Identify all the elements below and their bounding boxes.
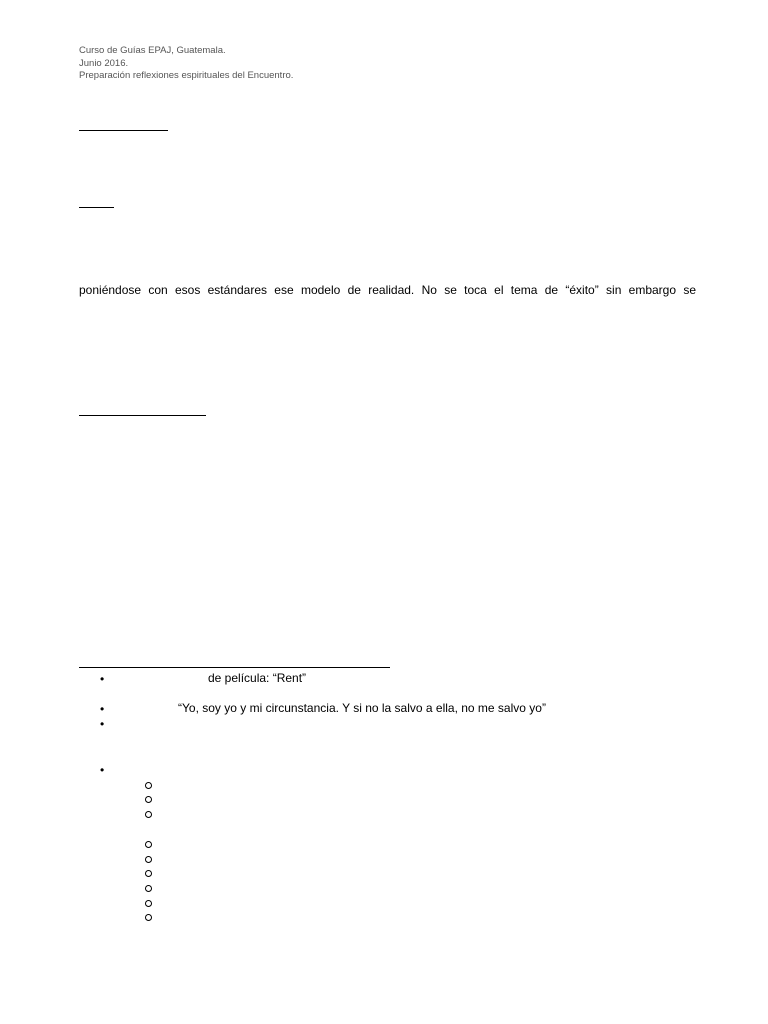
bullet-4: •: [100, 763, 105, 777]
bullet-2: •: [100, 702, 105, 716]
body-paragraph-line: poniéndose con esos estándares ese modelo de realidad. No se toca el tema de “éxito” sin embargo se: [79, 283, 696, 297]
bullet-1: •: [100, 672, 105, 686]
document-header: [79, 45, 293, 83]
header-date-line: Junio 2016.: [79, 57, 129, 69]
header-course-line: Curso de Guías EPAJ, Guatemala.: [79, 45, 226, 56]
bullet-3: •: [100, 717, 105, 731]
sub-bullet-circle-icon: [145, 782, 152, 789]
section-underline-2: [79, 207, 114, 208]
header-subject-line: Preparación reflexiones espirituales del Encuentro.: [79, 70, 294, 81]
section-underline-1: [79, 130, 168, 131]
sub-bullet-circle-icon: [145, 914, 152, 921]
sub-bullet-circle-icon: [145, 870, 152, 877]
section-underline-4: [79, 667, 390, 668]
quote-text: “Yo, soy yo y mi circunstancia. Y si no la salvo a ella, no me salvo yo”: [178, 701, 546, 715]
sub-bullet-circle-icon: [145, 900, 152, 907]
sub-bullet-circle-icon: [145, 811, 152, 818]
sub-bullet-circle-icon: [145, 841, 152, 848]
sub-bullet-circle-icon: [145, 796, 152, 803]
section-underline-3: [79, 415, 206, 416]
sub-bullet-circle-icon: [145, 885, 152, 892]
sub-bullet-circle-icon: [145, 856, 152, 863]
movie-label: de película: “Rent”: [208, 671, 307, 685]
